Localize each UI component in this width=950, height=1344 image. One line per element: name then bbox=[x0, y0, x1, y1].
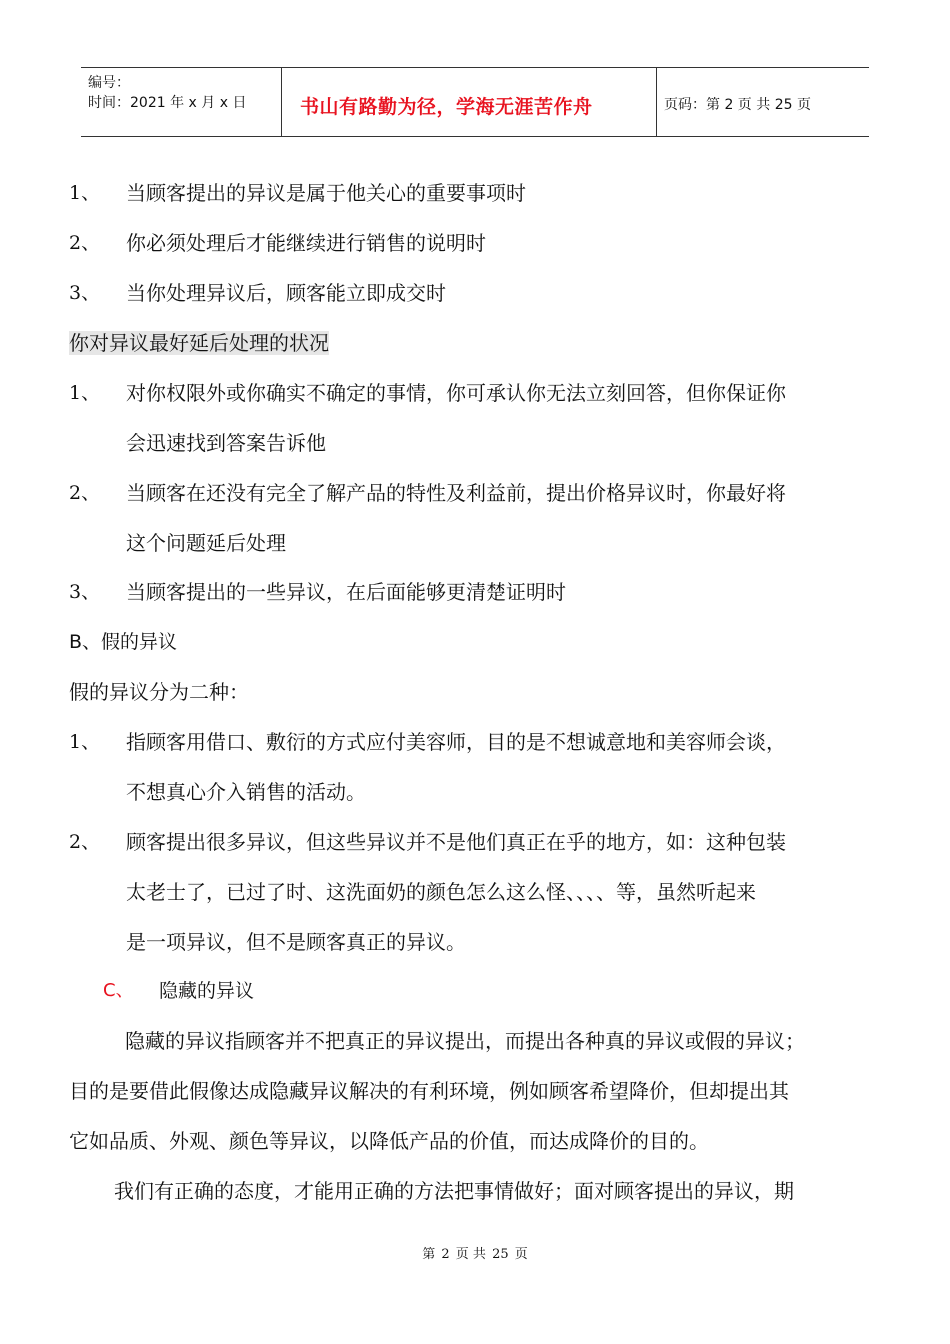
list-item-text: 当顾客提出的异议是属于他关心的重要事项时 bbox=[126, 181, 526, 205]
list-item-text-cont: 是一项异议，但不是顾客真正的异议。 bbox=[126, 930, 466, 954]
list-item-number: 1、 bbox=[69, 382, 101, 404]
header-page-cell bbox=[656, 68, 869, 136]
header-motto: 书山有路勤为径，学海无涯苦作舟 bbox=[300, 96, 593, 118]
page-footer bbox=[0, 1246, 950, 1264]
heading-delay-text: 你对异议最好延后处理的状况 bbox=[69, 331, 329, 355]
header-meta-cell bbox=[81, 68, 281, 136]
list-item-number: 2、 bbox=[69, 232, 101, 254]
list-item-text: 对你权限外或你确实不确定的事情，你可承认你无法立刻回答，但你保证你 bbox=[126, 381, 786, 405]
footer-suffix: 页 bbox=[514, 1247, 528, 1262]
list-item-text-cont: 这个问题延后处理 bbox=[126, 531, 286, 555]
list-item-text: 当顾客提出的一些异议，在后面能够更清楚证明时 bbox=[126, 580, 566, 604]
list-item-number: 3、 bbox=[69, 282, 101, 304]
list-item-text: 顾客提出很多异议，但这些异议并不是他们真正在乎的地方，如：这种包装 bbox=[126, 830, 786, 854]
list-item-number: 2、 bbox=[69, 831, 101, 853]
hidden-objection-para-line: 隐藏的异议指顾客并不把真正的异议提出，而提出各种真的异议或假的异议； bbox=[125, 1029, 805, 1053]
footer-page-number: 2 bbox=[441, 1247, 450, 1262]
list-item-text: 你必须处理后才能继续进行销售的说明时 bbox=[126, 231, 486, 255]
list-item-number: 1、 bbox=[69, 731, 101, 753]
hidden-objection-para-line: 它如品质、外观、颜色等异议，以降低产品的价值，而达成降价的目的。 bbox=[69, 1129, 709, 1153]
list-item-text: 当你处理异议后，顾客能立即成交时 bbox=[126, 281, 446, 305]
list-item-number: 2、 bbox=[69, 482, 101, 504]
list-item-number: 1、 bbox=[69, 182, 101, 204]
header-page-info: 页码：第 2 页 共 25 页 bbox=[664, 97, 811, 113]
closing-para-line: 我们有正确的态度，才能用正确的方法把事情做好；面对顾客提出的异议，期 bbox=[114, 1179, 794, 1203]
list-item-text: 指顾客用借口、敷衍的方式应付美容师，目的是不想诚意地和美容师会谈， bbox=[126, 730, 786, 754]
false-objection-intro: 假的异议分为二种： bbox=[69, 680, 249, 704]
header-time-label: 时间：2021 年 x 月 x 日 bbox=[88, 95, 247, 111]
footer-mid: 页 共 bbox=[455, 1247, 486, 1262]
list-item-number: 3、 bbox=[69, 581, 101, 603]
list-item-text-cont: 太老士了，已过了时、这洗面奶的颜色怎么这么怪、、、、等，虽然听起来 bbox=[126, 880, 756, 904]
list-item-text-cont: 会迅速找到答案告诉他 bbox=[126, 431, 326, 455]
hidden-objection-para-line: 目的是要借此假像达成隐藏异议解决的有利环境，例如顾客希望降价，但却提出其 bbox=[69, 1079, 789, 1103]
section-b-heading: B、假的异议 bbox=[69, 631, 178, 653]
header-number-label: 编号： bbox=[88, 75, 130, 91]
section-c-letter: C、 bbox=[103, 980, 134, 1001]
section-c-title: 隐藏的异议 bbox=[159, 980, 255, 1002]
header-motto-cell bbox=[281, 68, 657, 136]
footer-total-pages: 25 bbox=[492, 1247, 509, 1262]
page-header bbox=[81, 67, 869, 137]
list-item-text: 当顾客在还没有完全了解产品的特性及利益前，提出价格异议时，你最好将 bbox=[126, 481, 786, 505]
footer-prefix: 第 bbox=[422, 1247, 436, 1262]
heading-delay-handling bbox=[69, 330, 329, 356]
list-item-text-cont: 不想真心介入销售的活动。 bbox=[126, 780, 366, 804]
